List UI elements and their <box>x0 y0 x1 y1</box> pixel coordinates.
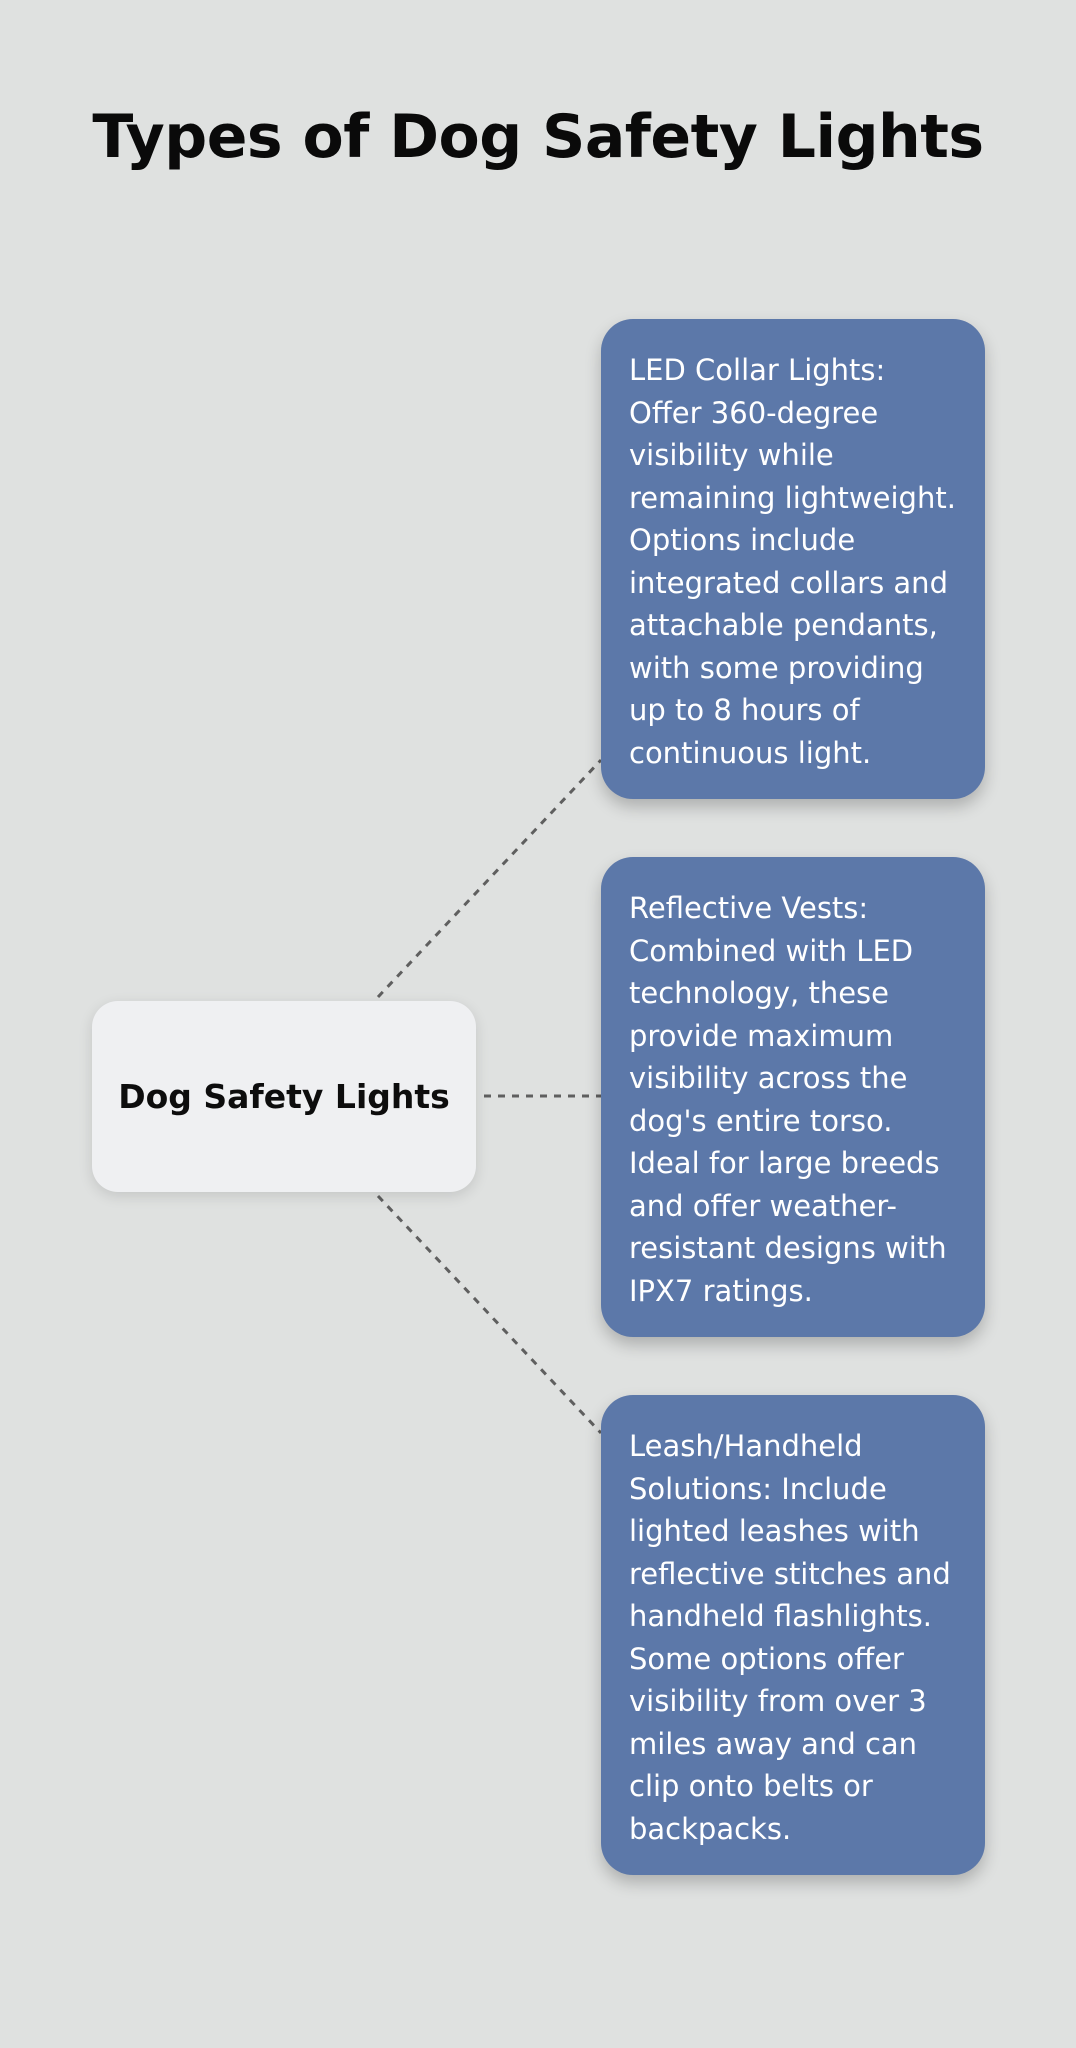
center-node-label: Dog Safety Lights <box>118 1077 450 1116</box>
card-text: Reflective Vests: Combined with LED technology, these provide maximum visibility across the dog's entire torso. Ideal for large breeds and offer weather-resistant designs with IPX7 ratings. <box>629 891 947 1308</box>
card-leash-handheld-solutions <box>601 1395 985 1875</box>
connector-line-top <box>378 760 601 997</box>
center-node <box>92 1001 476 1192</box>
connector-line-bottom <box>378 1196 601 1433</box>
card-text: LED Collar Lights: Offer 360-degree visibility while remaining lightweight. Options include integrated collars and attachable pendants, with some providing up to 8 hours of continuous light. <box>629 353 956 770</box>
card-text: Leash/Handheld Solutions: Include lighted leashes with reflective stitches and handheld flashlights. Some options offer visibility from over 3 miles away and can clip onto belts or backpacks. <box>629 1429 951 1846</box>
page-title: Types of Dog Safety Lights <box>92 102 984 172</box>
card-reflective-vests <box>601 857 985 1337</box>
card-led-collar-lights <box>601 319 985 799</box>
